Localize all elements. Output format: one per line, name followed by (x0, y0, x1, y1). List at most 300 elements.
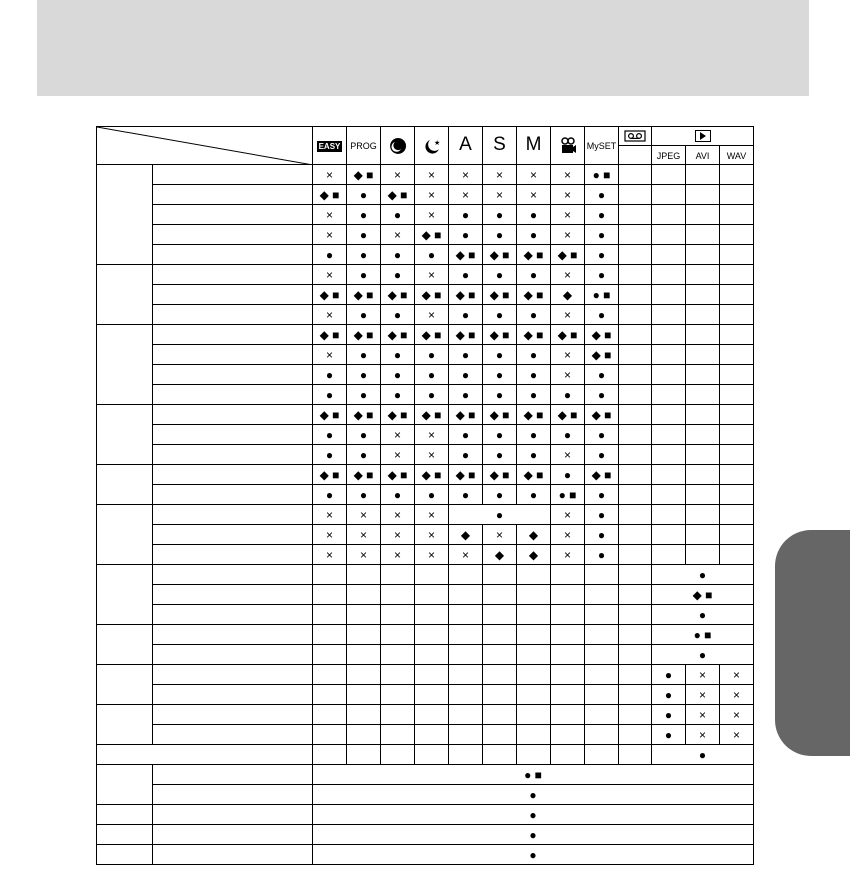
mark-cell: ● (585, 425, 619, 445)
mark-cell (449, 565, 483, 585)
mark-cell: ● (483, 345, 517, 365)
mark-cell: ● (585, 525, 619, 545)
mark-cell: ◆ ■ (517, 285, 551, 305)
mark-cell: ● (483, 385, 517, 405)
mark-cell (686, 525, 720, 545)
mode-m-header: M (517, 127, 551, 165)
mark-cell (483, 585, 517, 605)
mark-cell (686, 225, 720, 245)
mark-cell: × (415, 445, 449, 465)
mark-cell (619, 405, 652, 425)
mark-cell (652, 345, 686, 365)
mark-cell: × (483, 525, 517, 545)
mark-cell (313, 725, 347, 745)
mark-cell (517, 685, 551, 705)
function-label-cell (153, 165, 313, 185)
mark-cell: ● (449, 205, 483, 225)
mark-cell (686, 545, 720, 565)
mode-prog-header: PROG (347, 127, 381, 165)
function-label-cell (153, 225, 313, 245)
function-label-cell (153, 545, 313, 565)
mark-cell: ● (483, 205, 517, 225)
mark-cell: × (517, 165, 551, 185)
mark-cell: × (415, 305, 449, 325)
mark-cell (551, 625, 585, 645)
table-row (97, 825, 754, 845)
mark-cell: ◆ ■ (517, 465, 551, 485)
mark-cell: × (415, 265, 449, 285)
mark-cell: ● (415, 245, 449, 265)
mark-cell: × (347, 545, 381, 565)
mark-cell (720, 405, 754, 425)
mark-cell: ● (483, 365, 517, 385)
function-availability-table (96, 126, 754, 865)
function-label-cell (153, 525, 313, 545)
category-cell (97, 805, 153, 825)
mark-cell (619, 385, 652, 405)
table-row (97, 265, 754, 285)
mark-cell: ● (347, 385, 381, 405)
mark-cell: ● (347, 265, 381, 285)
function-label-cell (153, 585, 313, 605)
mark-cell (619, 645, 652, 665)
header-bar (37, 0, 809, 96)
mark-cell (720, 445, 754, 465)
mark-cell (449, 605, 483, 625)
table-row (97, 465, 754, 485)
mark-cell (652, 545, 686, 565)
function-label-cell (153, 485, 313, 505)
mark-cell (313, 605, 347, 625)
mark-cell (686, 425, 720, 445)
function-label-cell (153, 285, 313, 305)
mark-cell (619, 205, 652, 225)
mark-cell (720, 465, 754, 485)
table-row (97, 545, 754, 565)
mark-cell (585, 685, 619, 705)
mark-cell: ● (449, 385, 483, 405)
mark-cell: ● (381, 365, 415, 385)
mark-cell (483, 725, 517, 745)
mark-cell: ● (347, 425, 381, 445)
mark-cell: × (313, 545, 347, 565)
table-row (97, 385, 754, 405)
mark-cell: × (347, 525, 381, 545)
mark-cell: × (551, 225, 585, 245)
mark-cell: ● (449, 425, 483, 445)
mark-cell: ● (652, 705, 686, 725)
function-label-cell (153, 385, 313, 405)
mark-cell (720, 305, 754, 325)
mark-cell (686, 405, 720, 425)
mark-cell: ● (517, 425, 551, 445)
mark-cell (347, 585, 381, 605)
mark-cell (686, 345, 720, 365)
mark-cell: ● (381, 245, 415, 265)
function-label-cell (153, 405, 313, 425)
mark-cell: × (449, 165, 483, 185)
mark-cell: ● (652, 565, 754, 585)
mark-cell (652, 445, 686, 465)
portrait-night-icon (389, 137, 407, 155)
mark-cell (585, 565, 619, 585)
mark-cell (686, 325, 720, 345)
table-row (97, 405, 754, 425)
table-row (97, 325, 754, 345)
mark-cell: ◆ ■ (449, 465, 483, 485)
mark-cell: ◆ ■ (381, 285, 415, 305)
function-label-cell (153, 465, 313, 485)
avi-header: AVI (686, 146, 720, 165)
mark-cell: × (449, 545, 483, 565)
function-label-cell (153, 845, 313, 865)
mark-cell: × (551, 165, 585, 185)
mode-myset-header: MySET (585, 127, 619, 165)
mark-cell (652, 485, 686, 505)
svg-text:★: ★ (433, 139, 440, 147)
mark-cell (347, 705, 381, 725)
mark-cell (720, 425, 754, 445)
mark-cell (551, 705, 585, 725)
mark-cell: ● (449, 365, 483, 385)
mark-cell (551, 725, 585, 745)
table-row (97, 605, 754, 625)
mark-cell (449, 685, 483, 705)
mark-cell: × (720, 685, 754, 705)
mark-cell (686, 265, 720, 285)
mark-cell (619, 165, 652, 185)
mark-cell: ● (585, 305, 619, 325)
mark-cell: × (517, 185, 551, 205)
function-label-cell (153, 565, 313, 585)
mark-cell (652, 205, 686, 225)
mark-cell: × (720, 665, 754, 685)
mark-cell: × (449, 185, 483, 205)
voice-memo-icon (624, 130, 646, 142)
mark-cell: ● (347, 485, 381, 505)
mark-cell: ◆ ■ (313, 185, 347, 205)
mark-cell: ◆ ■ (415, 405, 449, 425)
mark-cell (720, 505, 754, 525)
mark-cell (449, 725, 483, 745)
mark-cell (585, 705, 619, 725)
mark-cell (619, 445, 652, 465)
mark-cell: ◆ ■ (347, 285, 381, 305)
mark-cell (551, 745, 585, 765)
function-label-cell (153, 305, 313, 325)
mark-cell (720, 385, 754, 405)
mark-cell (517, 725, 551, 745)
category-cell (97, 665, 153, 705)
mark-cell: ◆ ■ (347, 325, 381, 345)
mark-cell (652, 425, 686, 445)
table-row (97, 205, 754, 225)
mark-cell: ● (313, 785, 754, 805)
mark-cell (720, 185, 754, 205)
mark-cell: ● ■ (585, 165, 619, 185)
mark-cell (415, 585, 449, 605)
mark-cell: ● (585, 245, 619, 265)
mark-cell: ◆ ■ (313, 405, 347, 425)
mark-cell (585, 745, 619, 765)
category-cell (97, 625, 153, 665)
function-label-cell (153, 785, 313, 805)
mark-cell (449, 745, 483, 765)
table-row (97, 425, 754, 445)
mark-cell: × (313, 505, 347, 525)
mark-cell: ● (313, 805, 754, 825)
wav-header: WAV (720, 146, 754, 165)
mark-cell: ◆ ■ (483, 245, 517, 265)
mark-cell: ◆ ■ (415, 285, 449, 305)
function-label-cell (153, 345, 313, 365)
mark-cell: ● (449, 485, 483, 505)
mark-cell (686, 445, 720, 465)
mark-cell: ● (313, 845, 754, 865)
mark-cell (686, 285, 720, 305)
mark-cell: × (313, 305, 347, 325)
mark-cell (720, 525, 754, 545)
mark-cell (619, 705, 652, 725)
mark-cell (619, 305, 652, 325)
table-row (97, 705, 754, 725)
mark-cell: × (551, 345, 585, 365)
mark-cell (483, 625, 517, 645)
function-label-cell (153, 645, 313, 665)
mark-cell: ◆ ■ (551, 325, 585, 345)
mark-cell (619, 345, 652, 365)
night-scene-icon (423, 137, 441, 155)
table-row (97, 285, 754, 305)
mark-cell: ◆ ■ (551, 405, 585, 425)
mark-cell: × (415, 425, 449, 445)
mode-easy-header: EASY (313, 127, 347, 165)
mark-cell (483, 645, 517, 665)
mark-cell: ● (449, 445, 483, 465)
table-row (97, 305, 754, 325)
mode-portrait-header (381, 127, 415, 165)
mark-cell: ● (347, 185, 381, 205)
table-row (97, 485, 754, 505)
table-row (97, 225, 754, 245)
mark-cell: ● (381, 485, 415, 505)
table-row (97, 365, 754, 385)
mark-cell (686, 465, 720, 485)
mark-cell: ● (449, 305, 483, 325)
mark-cell: ◆ ■ (313, 465, 347, 485)
table-row (97, 185, 754, 205)
mark-cell: ● (652, 645, 754, 665)
mark-cell: ◆ ■ (381, 325, 415, 345)
mark-cell (720, 485, 754, 505)
mark-cell (686, 305, 720, 325)
mark-cell: ◆ ■ (517, 245, 551, 265)
mark-cell (619, 245, 652, 265)
mark-cell (415, 665, 449, 685)
mark-cell: ● (585, 205, 619, 225)
mark-cell (720, 225, 754, 245)
mark-cell: × (381, 445, 415, 465)
mark-cell (517, 645, 551, 665)
mark-cell (652, 325, 686, 345)
function-label-cell (153, 725, 313, 745)
mark-cell: ◆ ■ (551, 245, 585, 265)
mark-cell (313, 665, 347, 685)
mark-cell: ● (347, 225, 381, 245)
mark-cell (415, 605, 449, 625)
mark-cell (381, 645, 415, 665)
mark-cell: ◆ ■ (313, 285, 347, 305)
mark-cell (347, 625, 381, 645)
mark-cell: ● (517, 225, 551, 245)
mark-cell: ◆ ■ (381, 405, 415, 425)
mark-cell: ● (585, 445, 619, 465)
mark-cell: × (313, 225, 347, 245)
mark-cell: ● (347, 365, 381, 385)
mark-cell (720, 345, 754, 365)
mark-cell (585, 605, 619, 625)
function-label-cell (153, 265, 313, 285)
mark-cell (619, 485, 652, 505)
mark-cell: ◆ ■ (449, 285, 483, 305)
mark-cell (313, 585, 347, 605)
mark-cell: ● (313, 485, 347, 505)
play-icon (695, 130, 711, 142)
mark-cell (415, 745, 449, 765)
mark-cell: ● (551, 425, 585, 445)
mark-cell: ● (381, 345, 415, 365)
function-label-cell (153, 185, 313, 205)
mark-cell: ● ■ (585, 285, 619, 305)
table-row (97, 685, 754, 705)
mark-cell: ● (415, 385, 449, 405)
mark-cell: ● (585, 225, 619, 245)
mode-a-header: A (449, 127, 483, 165)
mark-cell (517, 665, 551, 685)
mark-cell (652, 225, 686, 245)
table-row (97, 165, 754, 185)
header-row-1 (97, 127, 754, 146)
function-label-cell (153, 205, 313, 225)
mode-voice-header (619, 127, 652, 146)
function-label-cell (153, 325, 313, 345)
mark-cell: ● (517, 365, 551, 385)
mark-cell (313, 645, 347, 665)
mark-cell (652, 305, 686, 325)
mark-cell (415, 725, 449, 745)
mark-cell: ● (517, 445, 551, 465)
mark-cell: × (381, 505, 415, 525)
mark-cell: ● (381, 305, 415, 325)
function-label-cell (153, 805, 313, 825)
mark-cell (347, 685, 381, 705)
mark-cell (551, 665, 585, 685)
mark-cell (619, 425, 652, 445)
mark-cell (720, 245, 754, 265)
mark-cell (585, 665, 619, 685)
mark-cell: × (551, 545, 585, 565)
mark-cell (483, 745, 517, 765)
mark-cell (415, 625, 449, 645)
mark-cell: × (381, 525, 415, 545)
table-row (97, 505, 754, 525)
mark-cell (652, 405, 686, 425)
mark-cell (347, 745, 381, 765)
mark-cell (483, 565, 517, 585)
mark-cell: × (313, 265, 347, 285)
mark-cell: ● (585, 365, 619, 385)
mark-cell: ● (585, 185, 619, 205)
mark-cell: ◆ ■ (381, 465, 415, 485)
mark-cell: ● (415, 485, 449, 505)
mark-cell: ● ■ (313, 765, 754, 785)
mark-cell (619, 685, 652, 705)
mark-cell: × (483, 165, 517, 185)
mark-cell (415, 565, 449, 585)
mode-night-header (415, 127, 449, 165)
mark-cell: × (381, 545, 415, 565)
mark-cell: ● (313, 445, 347, 465)
table-row (97, 765, 754, 785)
mark-cell: ◆ ■ (483, 465, 517, 485)
mark-cell: ◆ ■ (483, 285, 517, 305)
mark-cell (619, 285, 652, 305)
mark-cell (619, 725, 652, 745)
mark-cell (313, 565, 347, 585)
mark-cell (686, 245, 720, 265)
mark-cell: ● (517, 345, 551, 365)
mark-cell (449, 665, 483, 685)
mark-cell (347, 645, 381, 665)
category-cell (97, 465, 153, 505)
mark-cell: ◆ ■ (415, 325, 449, 345)
mark-cell (551, 605, 585, 625)
mark-cell: ◆ ■ (381, 185, 415, 205)
mark-cell (619, 465, 652, 485)
table-row (97, 845, 754, 865)
function-label-cell (153, 605, 313, 625)
mark-cell (517, 745, 551, 765)
mark-cell: ● (415, 365, 449, 385)
mark-cell: × (415, 525, 449, 545)
mark-cell (415, 645, 449, 665)
mark-cell (347, 565, 381, 585)
mark-cell: ● (517, 305, 551, 325)
table-row (97, 345, 754, 365)
mark-cell: × (551, 505, 585, 525)
mark-cell: ◆ ■ (585, 405, 619, 425)
mark-cell (686, 185, 720, 205)
category-cell (97, 405, 153, 465)
function-label-cell (153, 665, 313, 685)
mark-cell (517, 625, 551, 645)
function-label-cell (97, 745, 313, 765)
mark-cell: ● (551, 385, 585, 405)
function-label-cell (153, 765, 313, 785)
mark-cell (619, 605, 652, 625)
mark-cell: ● (483, 485, 517, 505)
mark-cell: ◆ ■ (415, 465, 449, 485)
mark-cell: × (551, 185, 585, 205)
mark-cell: ● (347, 345, 381, 365)
table-row (97, 745, 754, 765)
mark-cell (313, 705, 347, 725)
mark-cell (619, 505, 652, 525)
play-header (652, 127, 754, 146)
table-row (97, 665, 754, 685)
mark-cell: ● (483, 265, 517, 285)
mark-cell: ● (347, 305, 381, 325)
